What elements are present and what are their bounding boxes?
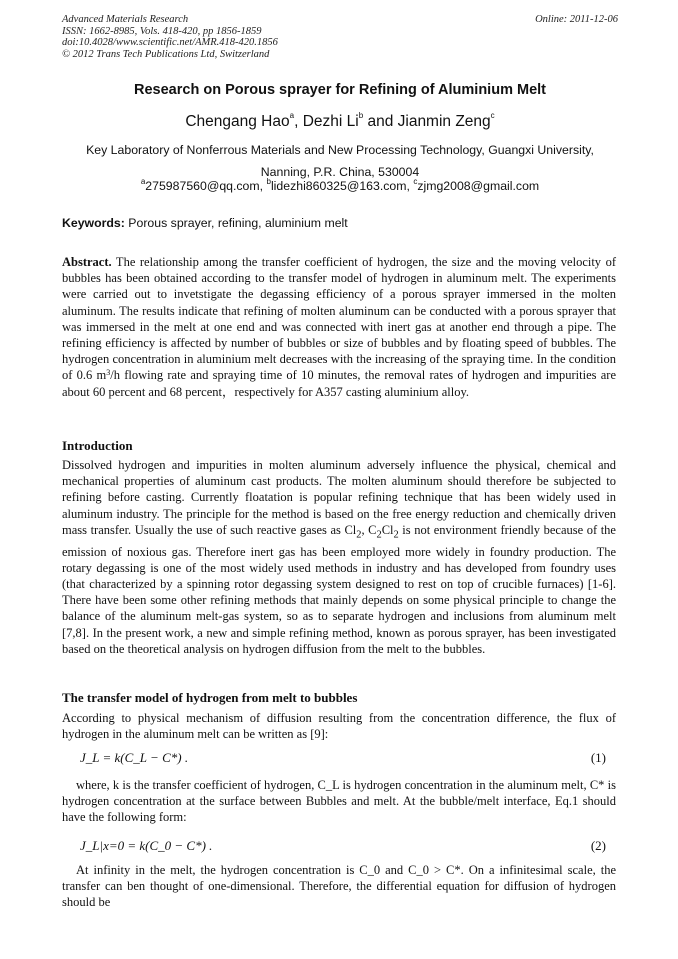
email-address[interactable]: lidezhi860325@163.com — [270, 179, 407, 193]
abstract-sup: 3 — [106, 368, 111, 378]
affiliation — [62, 139, 618, 183]
doi: doi:10.4028/www.scientific.net/AMR.418-420.1856 — [62, 37, 278, 48]
email-address[interactable]: 275987560@qq.com — [145, 179, 260, 193]
equation-2 — [80, 838, 616, 854]
keywords-text: Porous sprayer, refining, aluminium melt — [124, 216, 348, 230]
author-name: Chengang Hao — [185, 113, 290, 130]
author-affil-mark: c — [490, 111, 495, 120]
intro-text: is not environment friendly because of the emission of noxious gas. Therefore inert gas has been employed more widely in foundry production. The rotary degassing is one of the most widely used methods in industry and has developed from foundry uses (that characterized by a spinning rotor degassing system designed to rest on top of crucible furnaces) [1-6]. There have been some other refining methods that mainly depends on some physical principle to change the balance of the aluminum melt-gas system, so as to separate hydrogen and inclusions from aluminum melt [7,8]. In the present work, a new and simple refining method, known as porous sprayer, has been investigated based on the theoretical analysis on hydrogen diffusion from the melt to the bubbles. — [62, 522, 616, 656]
email-address[interactable]: zjmg2008@gmail.com — [417, 179, 540, 193]
transfer-paragraph: According to physical mechanism of diffusion resulting from the concentration difference, the flux of hydrogen in the aluminum melt can be written as [9]: — [62, 711, 616, 742]
intro-sub: 2 — [393, 529, 399, 541]
section-heading-introduction: Introduction — [62, 438, 133, 453]
keywords — [62, 216, 618, 230]
affiliation-line: Nanning, P.R. China, 530004 — [260, 165, 420, 179]
infinity-paragraph: At infinity in the melt, the hydrogen concentration is C_0 and C_0 > C*. On a infinitesimal scale, the transfer can ben thought of one-dimensional. Therefore, the differential equation for diffusion of hydrogen should be — [62, 863, 616, 910]
author-separator: and — [363, 113, 398, 130]
equation-explanation: where, k is the transfer coefficient of hydrogen, C_L is hydrogen concentration in the aluminum melt, C* is hydrogen concentration at the surface between Bubbles and melt. At the bubble/melt interface, Eq.1 should have the following form: — [62, 778, 616, 825]
email-separator: , — [259, 179, 267, 193]
equation-number: (1) — [590, 750, 606, 765]
intro-sub: 2 — [356, 529, 362, 541]
journal-metadata — [62, 14, 618, 60]
author-affil-mark: b — [358, 111, 364, 120]
author-affil-mark: a — [289, 111, 295, 120]
intro-sub: 2 — [376, 529, 382, 541]
email-mark: a — [140, 177, 146, 186]
intro-text: , C — [361, 522, 377, 537]
author-list — [62, 113, 618, 131]
email-separator: , — [406, 179, 414, 193]
paper-title: Research on Porous sprayer for Refining of Aluminium Melt — [134, 82, 546, 98]
affiliation-line: Key Laboratory of Nonferrous Materials and New Processing Technology, Guangxi University, — [86, 143, 594, 157]
author-emails — [62, 179, 618, 193]
abstract-text-cont: /h flowing rate and spraying time of 10 minutes, the removal rates of hydrogen and impurities are about 60 percent and 68 percent，respectively for A357 casting aluminium alloy. — [62, 368, 616, 399]
author-name: Dezhi Li — [302, 113, 359, 130]
section-heading-transfer-model: The transfer model of hydrogen from melt to bubbles — [62, 690, 358, 705]
author-separator: , — [294, 113, 303, 130]
online-date: Online: 2011-12-06 — [535, 14, 618, 25]
abstract — [62, 254, 616, 400]
abstract-text: The relationship among the transfer coefficient of hydrogen, the size and the moving velocity of bubbles has been obtained according to the transfer model of hydrogen in aluminum melt. The experiments were carried out to invetstigate the degassing efficiency of a porous sprayer immersed in the molten aluminum. The results indicate that refining of molten aluminum can be conducted with a porous sprayer that was immersed in the melt at one end and was connected with inert gas at another end through a pipe. The refining efficiency is affected by number of bubbles or size of bubbles and by floating speed of bubbles. The hydrogen concentration in aluminium melt decreases with the increasing of the spraying time. In the condition of 0.6 m — [62, 255, 616, 383]
abstract-label: Abstract. — [62, 255, 112, 269]
equation-body: J_L = k(C_L − C*) . — [80, 750, 189, 765]
issn: ISSN: 1662-8985, Vols. 418-420, pp 1856-1859 — [62, 25, 262, 37]
copyright: © 2012 Trans Tech Publications Ltd, Switzerland — [62, 48, 270, 60]
email-mark: b — [266, 177, 271, 186]
author-name: Jianmin Zeng — [397, 113, 491, 130]
email-mark: c — [413, 177, 418, 186]
equation-1 — [80, 750, 616, 766]
keywords-label: Keywords: — [62, 216, 125, 230]
journal-name: Advanced Materials Research — [62, 14, 189, 25]
equation-body: J_L|x=0 = k(C_0 − C*) . — [80, 838, 213, 853]
introduction-paragraph — [62, 457, 616, 657]
intro-text: Cl — [381, 522, 394, 537]
equation-number: (2) — [590, 838, 606, 853]
intro-text: Dissolved hydrogen and impurities in molten aluminum adversely influence the physical, chemical and mechanical properties of aluminum cast products. The molten aluminum should therefore be subjected to refining before casting. Currently floatation is popular refining technique that has been widely used in aluminum industry. The principle for the method is based on the free energy reduction and chemically driven mass transfer. Usually the use of such reactive gases as Cl — [62, 458, 616, 537]
